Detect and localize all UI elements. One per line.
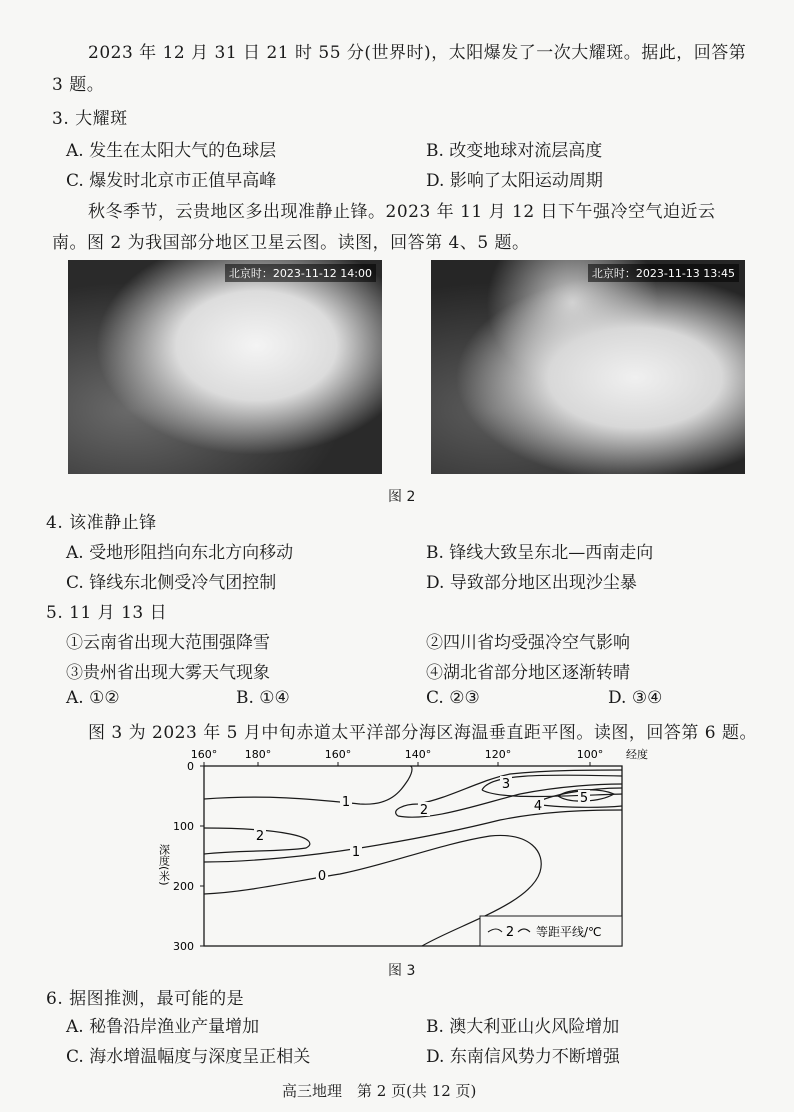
x-tick-label: 100° <box>576 748 604 761</box>
q5-statement-4: ④湖北省部分地区逐渐转晴 <box>426 663 630 683</box>
x-tick-label: 120° <box>484 748 512 761</box>
figure-2-caption: 图 2 <box>388 489 416 505</box>
q3-stem: 3. 大耀斑 <box>52 109 128 129</box>
intro-1-line-1: 2023 年 12 月 31 日 21 时 55 分(世界时)，太阳爆发了一次大耀斑。据此，回答第 <box>88 43 747 63</box>
q3-option-b: B. 改变地球对流层高度 <box>426 141 603 161</box>
q3-option-a: A. 发生在太阳大气的色球层 <box>66 141 277 161</box>
satellite-time-label-right: 北京时：2023-11-13 13:45 <box>588 264 739 282</box>
q5-option-a: A. ①② <box>66 688 120 708</box>
contour-label: 2 <box>419 803 429 818</box>
q5-stem: 5. 11 月 13 日 <box>46 603 168 623</box>
contour-label: 0 <box>317 869 327 884</box>
intro-2-line-2: 南。图 2 为我国部分地区卫星云图。读图，回答第 4、5 题。 <box>52 233 530 253</box>
intro-3: 图 3 为 2023 年 5 月中旬赤道太平洋部分海区海温垂直距平图。读图，回答第 6 题。 <box>88 723 757 743</box>
y-tick-label: 0 <box>187 760 194 773</box>
page-footer: 高三地理 第 2 页(共 12 页) <box>282 1082 477 1100</box>
x-unit-label: 经度 <box>626 748 648 761</box>
legend-value: 2 <box>505 925 515 940</box>
contour-label: 4 <box>533 799 543 814</box>
q6-option-d: D. 东南信风势力不断增强 <box>426 1047 620 1067</box>
q5-option-d: D. ③④ <box>608 688 663 708</box>
q6-option-a: A. 秘鲁沿岸渔业产量增加 <box>66 1017 260 1037</box>
q5-statement-1: ①云南省出现大范围强降雪 <box>66 633 270 653</box>
contour-label: 1 <box>351 845 361 860</box>
q6-stem: 6. 据图推测，最可能的是 <box>46 989 245 1009</box>
contour-label: 3 <box>501 777 511 792</box>
contour-1-lower <box>204 810 622 862</box>
q4-stem: 4. 该准静止锋 <box>46 513 157 533</box>
contour-label: 1 <box>341 795 351 810</box>
x-tick-label: 160° <box>190 748 218 761</box>
y-tick-label: 200 <box>173 880 194 893</box>
figure-3-caption: 图 3 <box>388 963 416 979</box>
q5-statement-3: ③贵州省出现大雾天气现象 <box>66 663 270 683</box>
x-tick-label: 180° <box>244 748 272 761</box>
satellite-image-left <box>68 260 382 474</box>
q5-statement-2: ②四川省均受强冷空气影响 <box>426 633 630 653</box>
x-tick-label: 160° <box>324 748 352 761</box>
y-axis-label: 深度(米) <box>157 844 171 886</box>
satellite-time-label-left: 北京时：2023-11-12 14:00 <box>225 264 376 282</box>
y-tick-label: 100 <box>173 820 194 833</box>
contour-label: 2 <box>255 829 265 844</box>
q3-option-c: C. 爆发时北京市正值早高峰 <box>66 171 277 191</box>
satellite-image-right <box>431 260 745 474</box>
q5-option-b: B. ①④ <box>236 688 290 708</box>
q4-option-a: A. 受地形阻挡向东北方向移动 <box>66 543 294 563</box>
q4-option-b: B. 锋线大致呈东北—西南走向 <box>426 543 654 563</box>
legend-text: 等距平线/℃ <box>536 925 602 939</box>
intro-1-line-2: 3 题。 <box>52 75 105 95</box>
contour-1-upper <box>204 766 412 804</box>
q6-option-c: C. 海水增温幅度与深度呈正相关 <box>66 1047 311 1067</box>
intro-2-line-1: 秋冬季节，云贵地区多出现准静止锋。2023 年 11 月 12 日下午强冷空气迫近云 <box>88 202 716 222</box>
contour-label: 5 <box>579 791 589 806</box>
q6-option-b: B. 澳大利亚山火风险增加 <box>426 1017 620 1037</box>
q5-option-c: C. ②③ <box>426 688 480 708</box>
q4-option-c: C. 锋线东北侧受冷气团控制 <box>66 573 277 593</box>
q4-option-d: D. 导致部分地区出现沙尘暴 <box>426 573 637 593</box>
x-tick-label: 140° <box>404 748 432 761</box>
y-tick-label: 300 <box>173 940 194 953</box>
sea-temperature-anomaly-figure <box>157 744 648 974</box>
q3-option-d: D. 影响了太阳运动周期 <box>426 171 603 191</box>
